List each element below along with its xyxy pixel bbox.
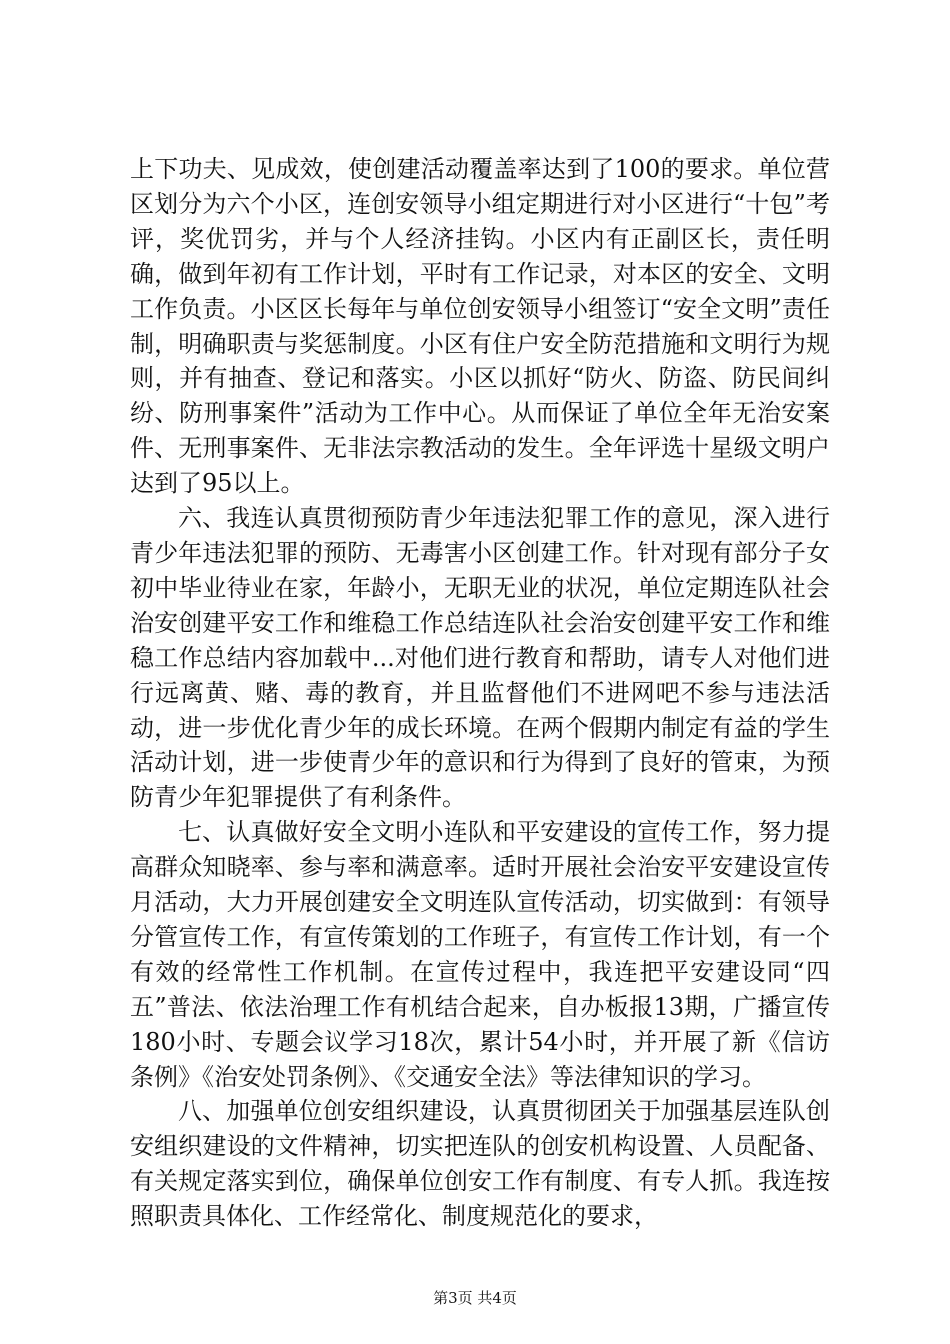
paragraph-six: 六、我连认真贯彻预防青少年违法犯罪工作的意见，深入进行青少年违法犯罪的预防、无毒害小区创建工作。针对现有部分子女初中毕业待业在家，年龄小，无职无业的状况，单位定期连队社会治安创建平安工作和维稳工作总结连队社会治安创建平安工作和维稳工作总结内容加载中...对他们进行教育和帮助，请专人对他们进行远离黄、赌、毒的教育，并且监督他们不进网吧不参与违法活动，进一步优化青少年的成长环境。在两个假期内制定有益的学生活动计划，进一步使青少年的意识和行为得到了良好的管束，为预防青少年犯罪提供了有利条件。 <box>130 504 830 812</box>
page-number-footer: 第3页 共4页 <box>433 1289 517 1307</box>
paragraph-seven: 七、认真做好安全文明小连队和平安建设的宣传工作，努力提高群众知晓率、参与率和满意率。适时开展社会治安平安建设宣传月活动，大力开展创建安全文明连队宣传活动，切实做到：有领导分管宣传工作，有宣传策划的工作班子，有宣传工作计划，有一个有效的经常性工作机制。在宣传过程中，我连把平安建设同“四五”普法、依法治理工作有机结合起来，自办板报13期，广播宣传180小时、专题会议学习18次，累计54小时，并开展了新《信访条例》《治安处罚条例》、《交通安全法》等法律知识的学习。 <box>130 818 830 1091</box>
document-body <box>130 152 830 1234</box>
paragraph-eight: 八、加强单位创安组织建设，认真贯彻团关于加强基层连队创安组织建设的文件精神，切实把连队的创安机构设置、人员配备、有关规定落实到位，确保单位创安工作有制度、有专人抓。我连按照职责具体化、工作经常化、制度规范化的要求， <box>130 1097 830 1231</box>
paragraph-continuation: 上下功夫、见成效，使创建活动覆盖率达到了100的要求。单位营区划分为六个小区，连创安领导小组定期进行对小区进行“十包”考评，奖优罚劣，并与个人经济挂钩。小区内有正副区长，责任明确，做到年初有工作计划，平时有工作记录，对本区的安全、文明工作负责。小区区长每年与单位创安领导小组签订“安全文明”责任制，明确职责与奖惩制度。小区有住户安全防范措施和文明行为规则，并有抽查、登记和落实。小区以抓好“防火、防盗、防民间纠纷、防刑事案件”活动为工作中心。从而保证了单位全年无治安案件、无刑事案件、无非法宗教活动的发生。全年评选十星级文明户达到了95以上。 <box>130 155 830 498</box>
